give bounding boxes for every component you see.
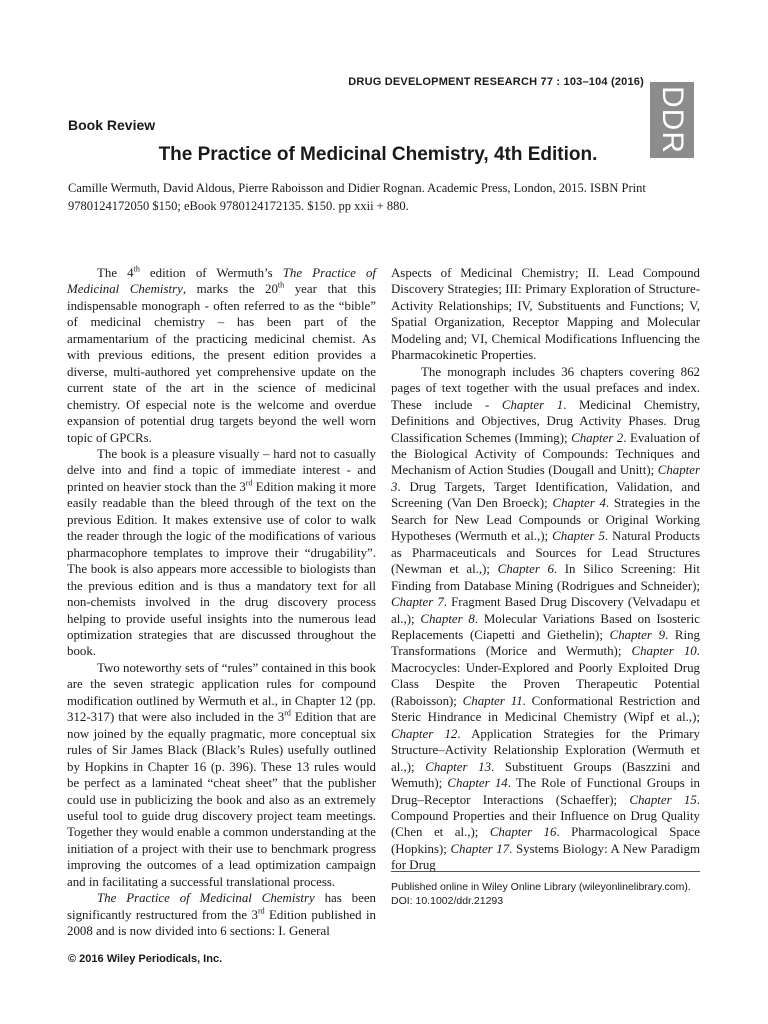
chapter-label: Chapter 5 [552,529,605,544]
chapter-text: . Ring Transformations (Morice and Wermuth); [391,627,700,659]
section-kicker: Book Review [68,117,156,133]
chapter-label: Chapter 1 [501,397,564,412]
article-title: The Practice of Medicinal Chemistry, 4th Edition. [158,144,598,165]
chapter-label: Chapter 15 [629,792,697,807]
paragraph-5-chapter-list [391,364,700,874]
chapter-text: . Molecular Variations Based on Isosteric Replacements (Ciapetti and Giethelin); [391,611,700,642]
footnote-divider [391,871,700,872]
chapter-label: Chapter 2 [571,430,624,445]
paragraph-4-continued: Aspects of Medicinal Chemistry; II. Lead Compound Discovery Strategies; III: Primary Exploration of Structure-Activity Relationships; IV, Substituents and Functions; V, Spatial Organization, Receptor Mapping and Molecular Modeling and; VI, Chemical Modifications Influencing the Pharmacokinetic Properties. [391,266,700,363]
right-column [391,265,700,874]
chapter-text: . The Role of Functional Groups in Drug–Receptor Interactions (Schaeffer); [391,776,700,807]
chapter-text: . Application Strategies for the Primary Structure–Activity Relationship Exploration (Wermuth et al.,); [391,726,700,774]
chapter-label: Chapter 7 [391,595,444,610]
chapter-label: Chapter 8 [420,611,475,626]
chapter-text: . Drug Targets, Target Identification, Validation, and Screening (Van Den Broeck); [391,479,700,511]
chapter-text: . Macrocycles: Under-Explored and Poorly Exploited Drug Class Despite the Proven Therapeutic Potential (Raboisson); [391,644,700,708]
publication-footnote: Published online in Wiley Online Library (wileyonlinelibrary.com). DOI: 10.1002/ddr.21293 [391,881,691,907]
paragraph-4: The Practice of Medicinal Chemistry has been significantly restructured from the 3rd Edition published in 2008 and is now divided into 6 sections: I. General [67,891,377,939]
chapter-text: . Medicinal Chemistry, Definitions and Objectives, Drug Activity Phases. Drug Classification Schemes (Imming); [391,397,701,445]
chapter-text: The monograph includes 36 chapters covering 862 pages of text together with the usual prefaces and index. These include - [391,364,700,412]
book-citation: Camille Wermuth, David Aldous, Pierre Raboisson and Didier Rognan. Academic Press, London, 2015. ISBN Print 9780124172050 $150; eBook 9780124172135. $150. pp xxii + 880. [68,181,646,213]
chapter-text: . Compound Properties and their Influence on Drug Quality (Chen et al.,); [391,792,700,840]
chapter-text: . Fragment Based Drug Discovery (Velvadapu et al.,); [391,595,700,626]
chapter-label: Chapter 11 [462,693,523,708]
chapter-text: . Evaluation of the Biological Activity of Compounds: Techniques and Mechanism of Action Studies (Dougall and Unitt); [391,430,700,478]
chapter-label: Chapter 14 [447,776,508,791]
chapter-label: Chapter 9 [609,627,666,642]
chapter-text: . Conformational Restriction and Steric Hindrance in Medicinal Chemistry (Wipf et al.,); [391,693,700,725]
chapter-label: Chapter 4 [552,496,606,511]
paragraph-3: Two noteworthy sets of “rules” contained in this book are the seven strategic application rules for compound modification outlined by Wermuth et al., in Chapter 12 (pp. 312-317) that were also included in the 3rd Edition that are now joined by the equally pragmatic, more conceptual six rules of Sir James Black (Black’s Rules) usefully outlined by Hopkins in Chapter 16 (p. 396). These 13 rules would be perfect as a laminated “cheat sheet” that the publisher could use in publicizing the book and also as an extremely useful tool to guide drug discovery project team meetings. Together they would enable a common understanding at the initiation of a project with their use to benchmark progress improving the outcomes of a lead optimization campaign and in facilitating a successful translational process. [67,660,376,889]
chapter-label: Chapter 17 [450,841,510,856]
chapter-label: Chapter 6 [497,562,554,577]
paragraph-1: The 4th edition of Wermuth’s The Practice of Medicinal Chemistry, marks the 20th year that this indispensable monograph - often referred to as the “bible” of medicinal chemistry – has been part of the armamentarium of the practicing medicinal chemist. As with previous editions, the present edition provides a diverse, multi-authored yet comprehensive update on the current state of the art in the science of medicinal chemistry. Of especial note is the welcome and overdue expansion of potential drug targets beyond the well worn topic of GPCRs. [67,264,376,445]
chapter-text: . Substituent Groups (Baszzini and Wemuth); [391,759,700,791]
chapter-text: . Pharmacological Space (Hopkins); [391,825,700,856]
chapter-label: Chapter 10 [631,644,697,659]
chapter-label: Chapter 3 [391,463,700,494]
chapter-text: . In Silico Screening: Hit Finding from Database Mining (Rodrigues and Schneider); [391,562,700,593]
chapter-label: Chapter 16 [489,825,557,840]
paragraph-2: The book is a pleasure visually – hard not to casually delve into and find a topic of immediate interest - and printed on heavier stock than the 3rd Edition making it more easily readable than the bleed through of the text on the previous Edition. It makes extensive use of color to walk the reader through the logic of the modifications of various pharmacophore templates to improve their “drugability”. The book is also appears more accessible to biologists than the previous edition and is thus a mandatory text for all non-chemists involved in the drug discovery process helping to provide useful insights into the numerous lead optimization strategies that are discussed throughout the book. [67,446,376,659]
copyright-notice: © 2016 Wiley Periodicals, Inc. [68,953,223,965]
chapter-text: . Strategies in the Search for New Lead Compounds or Original Working Hypotheses (Wermuth et al.,); [391,496,701,544]
journal-tab-label: DDR [656,86,689,154]
chapter-text: . Systems Biology: A New Paradigm for Drug [391,841,701,873]
journal-reference: DRUG DEVELOPMENT RESEARCH 77 : 103–104 (2016) [348,76,644,88]
chapter-text: . Natural Products as Pharmaceuticals and Sources for Lead Structures (Newman et al.,); [391,529,700,577]
left-column [67,265,376,940]
chapter-label: Chapter 12 [391,726,458,741]
chapter-label: Chapter 13 [425,759,492,774]
